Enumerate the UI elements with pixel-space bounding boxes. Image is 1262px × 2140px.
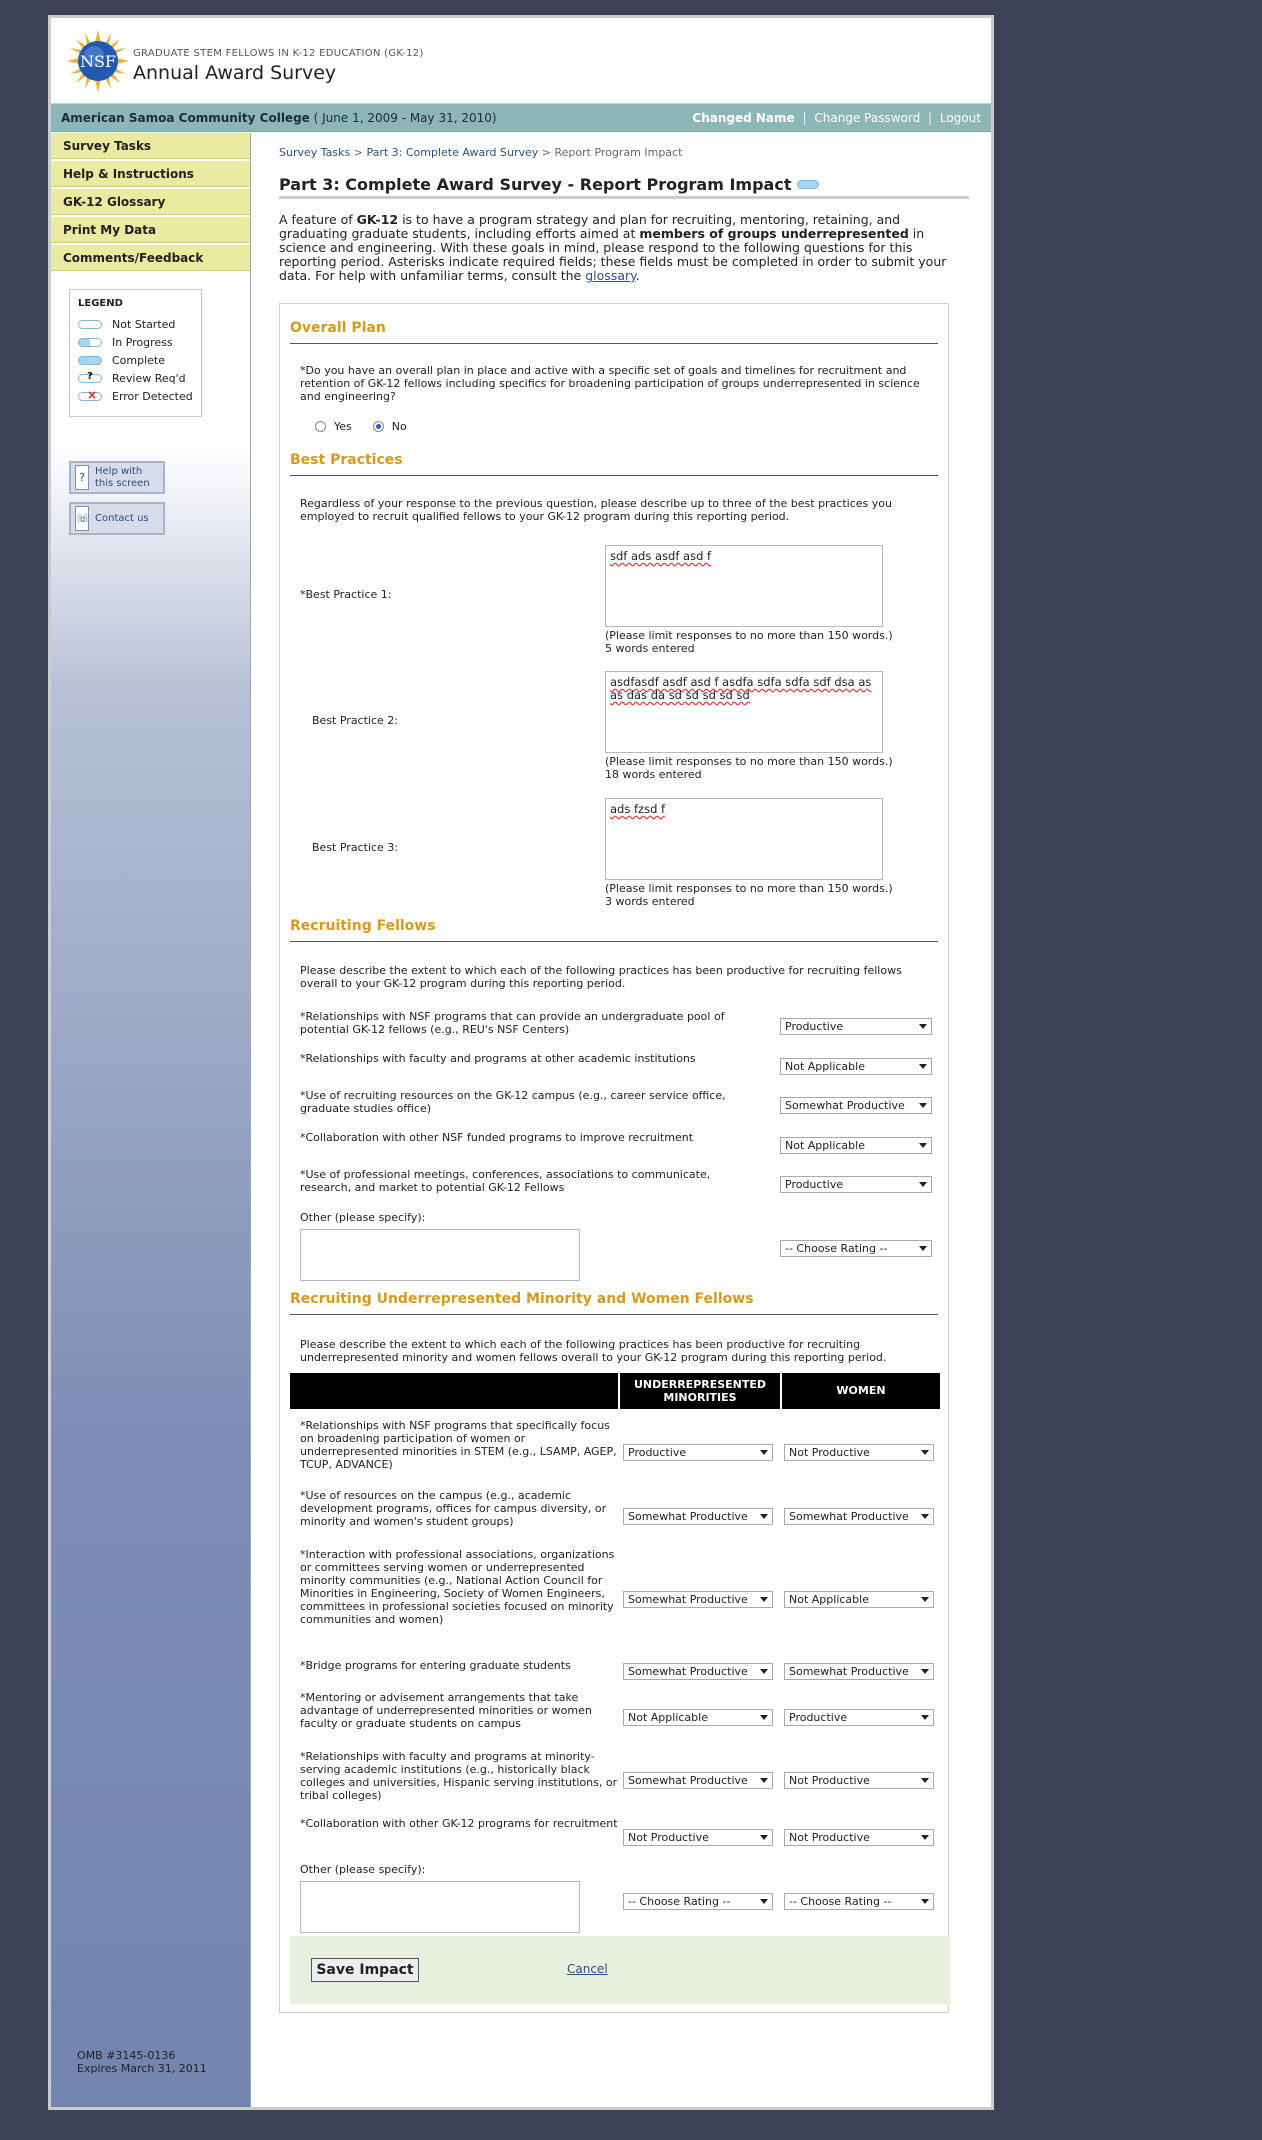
best-practice-1-textarea[interactable]: sdf ads asdf asd f: [605, 545, 883, 627]
chevron-down-icon: [760, 1597, 768, 1602]
urm-rating-select[interactable]: Somewhat Productive: [623, 1663, 773, 1680]
recruiting-row-label: *Relationships with faculty and programs at other academic institutions: [300, 1052, 696, 1065]
women-rating-select[interactable]: Not Productive: [784, 1444, 934, 1461]
chevron-down-icon: [919, 1182, 927, 1187]
main-content: [279, 146, 969, 2013]
women-rating-select[interactable]: Somewhat Productive: [784, 1663, 934, 1680]
complete-icon: [78, 356, 102, 365]
contact-us-label: Contact us: [95, 513, 149, 524]
best-practice-1-limit: (Please limit responses to no more than 150 words.): [605, 629, 893, 642]
chevron-down-icon: [919, 1103, 927, 1108]
page-title: Part 3: Complete Award Survey - Report Program Impact: [279, 175, 969, 199]
table-header-women: WOMEN: [782, 1373, 940, 1409]
help-screen-button[interactable]: [69, 461, 165, 494]
best-practice-2-count: 18 words entered: [605, 768, 702, 781]
logout-link[interactable]: Logout: [939, 110, 981, 125]
chevron-down-icon: [919, 1246, 927, 1251]
omb-expires: Expires March 31, 2011: [77, 2062, 207, 2075]
glossary-link[interactable]: glossary: [585, 268, 636, 283]
best-practice-2-limit: (Please limit responses to no more than 150 words.): [605, 755, 893, 768]
link-separator: |: [802, 110, 807, 125]
sidebar-item-print-my-data[interactable]: Print My Data: [51, 217, 250, 243]
recruiting-other-input[interactable]: [300, 1229, 580, 1281]
section-heading-recruiting-fellows: Recruiting Fellows: [290, 918, 938, 942]
chevron-down-icon: [760, 1835, 768, 1840]
urm-rating-select[interactable]: Not Productive: [623, 1829, 773, 1846]
account-bar: [51, 104, 991, 132]
women-other-rating-select[interactable]: -- Choose Rating --: [784, 1893, 934, 1910]
chevron-down-icon: [921, 1899, 929, 1904]
urm-other-rating-select[interactable]: -- Choose Rating --: [623, 1893, 773, 1910]
recruiting-other-rating-select[interactable]: -- Choose Rating --: [780, 1240, 932, 1257]
urm-row-label: *Interaction with professional associations, organizations or committees serving women or underrepresented minority communities (e.g., National Action Council for Minorities in Engineering, Society of Women Engineers, committees in professional societies focused on minority communities and women): [300, 1548, 615, 1626]
radio-no-label: No: [391, 420, 407, 433]
urm-rating-select[interactable]: Not Applicable: [623, 1709, 773, 1726]
radio-yes-label: Yes: [334, 420, 352, 433]
urm-rating-select[interactable]: Somewhat Productive: [623, 1591, 773, 1608]
radio-no[interactable]: [373, 421, 384, 432]
form-actions: [290, 1936, 950, 2004]
legend-item: Complete: [78, 351, 193, 369]
chevron-down-icon: [921, 1778, 929, 1783]
breadcrumb: Survey Tasks > Part 3: Complete Award Survey > Report Program Impact: [279, 146, 683, 159]
header-title: Annual Award Survey: [133, 62, 337, 84]
recruiting-other-label: Other (please specify):: [300, 1211, 426, 1224]
contact-us-button[interactable]: [69, 502, 165, 535]
urm-row-label: *Use of resources on the campus (e.g., academic development programs, offices for campus diversity, or minority and women's student groups): [300, 1489, 607, 1528]
table-header-blank: [290, 1373, 618, 1409]
chevron-down-icon: [760, 1450, 768, 1455]
overall-plan-options: [315, 420, 407, 433]
chevron-down-icon: [919, 1024, 927, 1029]
chevron-down-icon: [921, 1835, 929, 1840]
link-separator: |: [928, 110, 933, 125]
urm-rating-select[interactable]: Somewhat Productive: [623, 1508, 773, 1525]
section-heading-best-practices: Best Practices: [290, 452, 938, 476]
sidebar-item-comments-feedback[interactable]: Comments/Feedback: [51, 245, 250, 271]
women-rating-select[interactable]: Not Applicable: [784, 1591, 934, 1608]
section-heading-overall-plan: Overall Plan: [290, 320, 938, 344]
breadcrumb-survey-tasks[interactable]: Survey Tasks: [279, 146, 351, 159]
chevron-down-icon: [760, 1514, 768, 1519]
urm-row-label: *Mentoring or advisement arrangements that take advantage of underrepresented minorities or women faculty or graduate students on campus: [300, 1691, 592, 1730]
legend-title: LEGEND: [78, 298, 123, 309]
sidebar-item-help-instructions[interactable]: Help & Instructions: [51, 161, 250, 187]
sidebar: [51, 133, 251, 2107]
omb-info: [77, 2049, 207, 2075]
urm-rating-select[interactable]: Productive: [623, 1444, 773, 1461]
not-started-icon: [78, 320, 102, 329]
omb-number: OMB #3145-0136: [77, 2049, 176, 2062]
best-practice-2-label: Best Practice 2:: [312, 714, 398, 727]
page-frame: [48, 15, 994, 2110]
women-rating-select[interactable]: Not Productive: [784, 1829, 934, 1846]
recruiting-row-label: *Relationships with NSF programs that can provide an undergraduate pool of potential GK-12 fellows (e.g., REU's NSF Centers): [300, 1010, 725, 1036]
in-progress-icon: [78, 338, 102, 347]
overall-plan-question: *Do you have an overall plan in place and active with a specific set of goals and timelines for recruitment and retention of GK-12 fellows including specifics for broadening participation of groups underrepresented in science and engineering?: [300, 364, 920, 403]
institution-info: [61, 111, 497, 125]
header-subtitle: GRADUATE STEM FELLOWS IN K-12 EDUCATION (GK-12): [133, 48, 424, 59]
status-legend: [69, 289, 202, 417]
chevron-down-icon: [921, 1715, 929, 1720]
chevron-down-icon: [760, 1715, 768, 1720]
recruiting-rating-select[interactable]: Productive: [780, 1176, 932, 1193]
women-rating-select[interactable]: Somewhat Productive: [784, 1508, 934, 1525]
sidebar-item-survey-tasks[interactable]: Survey Tasks: [51, 133, 250, 159]
chevron-down-icon: [760, 1899, 768, 1904]
chevron-down-icon: [760, 1778, 768, 1783]
table-header-minorities: UNDERREPRESENTED MINORITIES: [620, 1373, 780, 1409]
chevron-down-icon: [921, 1669, 929, 1674]
urm-row-label: *Relationships with NSF programs that specifically focus on broadening participation of women or underrepresented minorities in STEM (e.g., LSAMP, AGEP, TCUP, ADVANCE): [300, 1419, 617, 1471]
chevron-down-icon: [921, 1514, 929, 1519]
section-heading-urm-women: Recruiting Underrepresented Minority and Women Fellows: [290, 1291, 938, 1315]
review-required-icon: [78, 374, 102, 383]
best-practice-3-count: 3 words entered: [605, 895, 695, 908]
phone-icon: ☏: [75, 506, 89, 531]
survey-form: [279, 303, 949, 2013]
recruiting-rating-select[interactable]: Not Applicable: [780, 1058, 932, 1075]
recruiting-rating-select[interactable]: Somewhat Productive: [780, 1097, 932, 1114]
urm-other-input[interactable]: [300, 1881, 580, 1933]
best-practice-3-textarea[interactable]: ads fzsd f: [605, 798, 883, 880]
error-detected-icon: [78, 392, 102, 401]
urm-other-label: Other (please specify):: [300, 1863, 426, 1876]
recruiting-intro: Please describe the extent to which each of the following practices has been productive for recruiting fellows overall to your GK-12 program during this reporting period.: [300, 964, 902, 990]
breadcrumb-current: Report Program Impact: [554, 146, 683, 159]
chevron-down-icon: [919, 1143, 927, 1148]
nsf-logo: [67, 30, 129, 92]
institution-name: American Samoa Community College: [61, 110, 310, 125]
urm-row-label: *Bridge programs for entering graduate students: [300, 1659, 571, 1672]
sidebar-item-glossary[interactable]: GK-12 Glossary: [51, 189, 250, 215]
intro-text: A feature of GK-12 is to have a program strategy and plan for recruiting, mentoring, retaining, and graduating graduate students, including efforts aimed at members of groups underrepresented in science and engineering. With these goals in mind, please respond to the following questions for this reporting period. Asterisks indicate required fields; these fields must be completed in order to submit your data. For help with unfamiliar terms, consult the glossary.: [279, 212, 947, 283]
recruiting-rating-select[interactable]: Not Applicable: [780, 1137, 932, 1154]
best-practice-1-count: 5 words entered: [605, 642, 695, 655]
help-screen-label: Help with this screen: [95, 465, 150, 489]
urm-row-label: *Collaboration with other GK-12 programs for recruitment: [300, 1817, 618, 1830]
best-practice-1-label: *Best Practice 1:: [300, 588, 392, 601]
recruiting-rating-select[interactable]: Productive: [780, 1018, 932, 1035]
chevron-down-icon: [921, 1450, 929, 1455]
best-practice-3-label: Best Practice 3:: [312, 841, 398, 854]
legend-item: ? Review Req'd: [78, 369, 193, 387]
women-rating-select[interactable]: Not Productive: [784, 1772, 934, 1789]
chevron-down-icon: [760, 1669, 768, 1674]
breadcrumb-complete-award-survey[interactable]: Part 3: Complete Award Survey: [366, 146, 539, 159]
cancel-link[interactable]: Cancel: [567, 1962, 608, 1976]
question-icon: ?: [75, 465, 89, 490]
save-impact-button[interactable]: Save Impact: [311, 1958, 419, 1982]
svg-text:NSF: NSF: [79, 52, 117, 71]
account-links: [692, 111, 981, 125]
recruiting-row-label: *Collaboration with other NSF funded programs to improve recruitment: [300, 1131, 694, 1144]
urm-intro: Please describe the extent to which each of the following practices has been productive for recruiting underrepresented minority and women fellows overall to your GK-12 program during this reporting period.: [300, 1338, 887, 1364]
legend-item: Not Started: [78, 315, 193, 333]
chevron-down-icon: [919, 1064, 927, 1069]
status-complete-icon: [797, 180, 819, 189]
legend-item: In Progress: [78, 333, 193, 351]
best-practice-3-limit: (Please limit responses to no more than 150 words.): [605, 882, 893, 895]
award-period: ( June 1, 2009 - May 31, 2010): [313, 110, 497, 125]
urm-rating-select[interactable]: Somewhat Productive: [623, 1772, 773, 1789]
recruiting-row-label: *Use of recruiting resources on the GK-12 campus (e.g., career service office, graduate studies office): [300, 1089, 726, 1115]
radio-yes[interactable]: [315, 421, 326, 432]
recruiting-row-label: *Use of professional meetings, conferences, associations to communicate, research, and market to potential GK-12 Fellows: [300, 1168, 711, 1194]
urm-row-label: *Relationships with faculty and programs at minority-serving academic institutions (e.g., historically black colleges and universities, Hispanic serving institutions, or tribal colleges): [300, 1750, 618, 1802]
best-practices-intro: Regardless of your response to the previous question, please describe up to three of the best practices you employed to recruit qualified fellows to your GK-12 program during this reporting period.: [300, 497, 892, 523]
chevron-down-icon: [921, 1597, 929, 1602]
legend-item: × Error Detected: [78, 387, 193, 405]
best-practice-2-textarea[interactable]: asdfasdf asdf asd f asdfa sdfa sdfa sdf dsa as as das da sd sd sd sd sd: [605, 671, 883, 753]
women-rating-select[interactable]: Productive: [784, 1709, 934, 1726]
change-password-link[interactable]: Change Password: [814, 110, 921, 125]
site-header: [51, 18, 991, 104]
changed-name-link[interactable]: Changed Name: [692, 110, 795, 125]
